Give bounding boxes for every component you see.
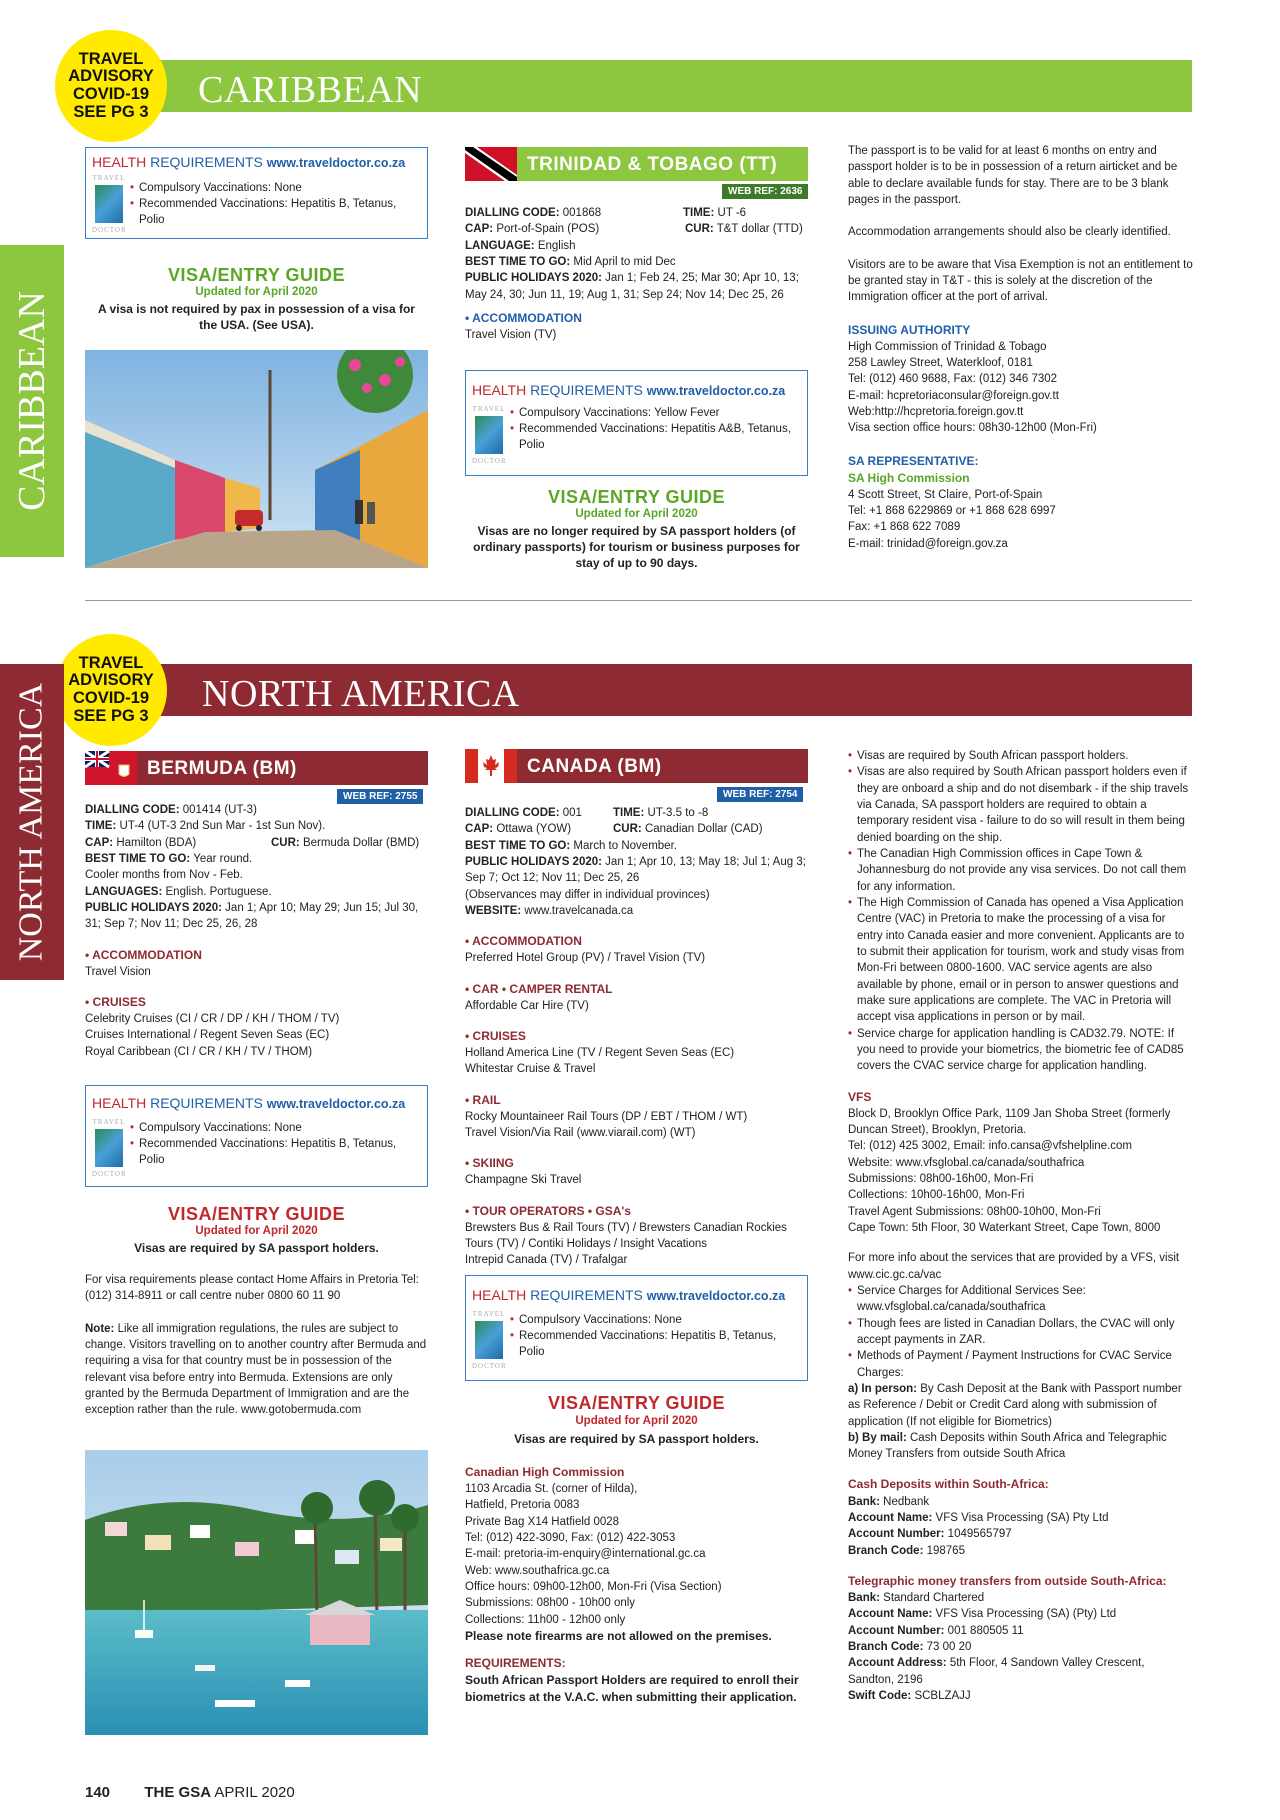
- health-list: [130, 181, 420, 229]
- list-item: • Compulsory Vaccinations: None: [130, 1121, 420, 1137]
- traveldoctor-link[interactable]: www.traveldoctor.co.za: [266, 156, 406, 170]
- canada-right-column: • Visas are required by South African passport holders. • Visas are also required by South African passport holders even if they are onboard a ship and do not disembark - if the ship travels via Canada, SA passport holders are required to obtain a temporary resident visa - failure to do so will result in them being denied boarding on the ship. • The Canadian High Commission offices in Cape Town & Johannesburg do not provide any visa services. Do not call them for any information. • The High Commission of Canada has opened a Visa Application Centre (VAC) in Pretoria to make the processing of a visa for entry into Canada easier and more convenient. Applicants are to to submit their application for tourism, work and study visas from Mon-Fri between 0800-1600. VAC service agents are also available by phone, email or in person to answer questions and make sure applications are complete. The VAC in Pretoria will accept visa applications in person or by mail. • Service charge for application handling is CAD32.79. NOTE: If you need to provide your biometrics, the biometric fee of CAD85 covers the CVAC service charge for application handling. VFS Block D, Brooklyn Office Park, 1109 Jan Shoba Street (formerly Duncan Street), Brooklyn, Pretoria. Tel: (012) 425 3002, Email: info.cansa@vfshelpline.com Website: www.vfsglobal.ca/canada/southafrica Submissions: 08h00-16h00, Mon-Fri Collections: 10h00-16h00, Mon-Fri Travel Agent Submissions: 08h00-10h00, Mon-Fri Cape Town: 5th Floor, 30 Waterkant Street, Cape Town, 8000 For more info about the services that are provided by a VFS, visit www.cic.gc.ca/vac • Service Charges for Additional Services See: www.vfsglobal.ca/canada/southafrica • Though fees are listed in Canadian Dollars, the CVAC will only accept payments in ZAR. • Methods of Payment / Payment Instructions for CVAC Service Charges: a) In person: By Cash Deposit at the Bank with Passport number as Reference / Debit or Credit Card along with submission of application (If not eligible for Biometrics) b) By mail: Cash Deposits within South Africa and Telegraphic Money Transfers from outside South Africa Cash Deposits within South-Africa: Bank: Nedbank Account Name: VFS Visa Processing (SA) Pty Ltd Account Number: 1049565797 Branch Code: 198765 Telegraphic money transfers from outside South-Africa: Bank: Standard Chartered Account Name: VFS Visa Processing (SA) (Pty) Ltd Account Number: 001 880505 11 Branch Code: 73 00 20 Account Address: 5th Floor, 4 Sandown Valley Crescent, Sandton, 2196 Swift Code: SCBLZAJJ: [848, 748, 1193, 1704]
- health-list: [510, 1313, 800, 1361]
- caribbean-visa-title: VISA/ENTRY GUIDE: [167, 265, 346, 285]
- bermuda-health-requirements: [85, 1085, 428, 1187]
- travel-doctor-logo: TRAVEL DOCTOR: [92, 174, 127, 235]
- traveldoctor-link[interactable]: www.traveldoctor.co.za: [646, 1289, 786, 1303]
- badge-line: COVID-19: [72, 85, 150, 103]
- trinidad-visa-text: Visas are no longer required by SA passport holders (of ordinary passports) for tourism or business purposes for stay of up to 90 days.: [473, 524, 800, 571]
- caribbean-street-photo: [85, 350, 428, 568]
- traveldoctor-link[interactable]: www.traveldoctor.co.za: [646, 384, 786, 398]
- list-item: • Recommended Vaccinations: Hepatitis B, Tetanus, Polio: [130, 1137, 420, 1169]
- health-heading: HEALTH REQUIREMENTS www.traveldoctor.co.za: [92, 1095, 406, 1111]
- list-item: • Service Charges for Additional Services See: www.vfsglobal.ca/canada/southafrica: [848, 1283, 1193, 1316]
- badge-line: ADVISORY: [68, 67, 154, 86]
- bermuda-harbour-photo: [85, 1450, 428, 1735]
- caribbean-right-column: The passport is to be valid for at least 6 months on entry and passport holder is to be in possession of a return airticket and be able to declare available funds for stay. There are to be 3 blank pages in the passport. Accommodation arrangements should also be clearly identified. Visitors are to be aware that Visa Exemption is not an entitlement to be granted stay in T&T - this is solely at the discretion of the Immigration officer at the port of arrival. ISSUING AUTHORITY High Commission of Trinidad & Tobago 258 Lawley Street, Waterkloof, 0181 Tel: (012) 460 9688, Fax: (012) 346 7302 E-mail: hcpretoriaconsular@foreign.gov.tt Web:http://hcpretoria.foreign.gov.tt Visa section office hours: 08h30-12h00 (Mon-Fri) SA REPRESENTATIVE: SA High Commission 4 Scott Street, St Claire, Port-of-Spain Tel: +1 868 6229869 or +1 868 628 6997 Fax: +1 868 622 7089 E-mail: trinidad@foreign.gov.za: [848, 145, 1193, 550]
- list-item: • Methods of Payment / Payment Instructions for CVAC Service Charges:: [848, 1348, 1193, 1381]
- canada-facts: DIALLING CODE: 001 TIME: UT-3.5 to -8 CAP: Ottawa (YOW) CUR: Canadian Dollar (CAD) BEST TIME TO GO: March to November. PUBLIC HOLIDAYS 2020: Jan 1; Apr 10, 13; May 18; Jul 1; Aug 3; Sep 7; Oct 12; Nov 11; Dec 25, 26 (Observances may differ in individual provinces) WEBSITE: www.travelcanada.ca • ACCOMMODATION Preferred Hotel Group (PV) / Travel Vision (TV) • CAR • CAMPER RENTAL Affordable Car Hire (TV) • CRUISES Holland America Line (TV / Regent Seven Seas (EC) Whitestar Cruise & Travel • RAIL Rocky Mountaineer Rail Tours (DP / EBT / THOM / WT) Travel Vision/Via Rail (www.viarail.com) (WT) • SKIING Champagne Ski Travel • TOUR OPERATORS • GSA's Brewsters Bus & Rail Tours (TV) / Brewsters Canadian Rockies Tours (TV) / Contiki Holidays / Insight Vacations Intrepid Canada (TV) / Trafalgar: [465, 807, 806, 1267]
- canada-visa-updated: Updated for April 2020: [575, 1415, 698, 1427]
- badge-line: TRAVEL: [78, 49, 144, 68]
- north-america-header-band: [140, 664, 1192, 716]
- publication-name: THE GSA: [144, 1784, 212, 1801]
- north-america-side-label: NORTH AMERICA: [12, 682, 50, 962]
- list-item: • The High Commission of Canada has opened a Visa Application Centre (VAC) in Pretoria to make the processing of a visa for entry into Canada easier and more convenient. Applicants are to to submit their application for tourism, work and study visas from Mon-Fri between 0800-1600. VAC service agents are also available by phone, email or in person to answer questions and make sure applications are complete. The VAC in Pretoria will accept visa applications in person or by mail.: [848, 895, 1193, 1026]
- bermuda-visa-updated: Updated for April 2020: [195, 1225, 318, 1237]
- bermuda-facts: DIALLING CODE: 001414 (UT-3) TIME: UT-4 (UT-3 2nd Sun Mar - 1st Sun Nov). CAP: Hamilton (BDA) CUR: Bermuda Dollar (BMD) BEST TIME TO GO: Year round. Cooler months from Nov - Feb. LANGUAGES: English. Portuguese. PUBLIC HOLIDAYS 2020: Jan 1; Apr 10; May 29; Jun 15; Jul 30, 31; Sep 7; Nov 11; Dec 25, 26, 28 • ACCOMMODATION Travel Vision • CRUISES Celebrity Cruises (CI / CR / DP / KH / THOM / TV) Cruises International / Regent Seven Seas (EC) Royal Caribbean (CI / CR / KH / TV / THOM): [85, 804, 420, 1058]
- trinidad-name: TRINIDAD & TOBAGO (TT): [527, 154, 778, 175]
- health-list: [510, 406, 800, 454]
- caribbean-header-band: [140, 60, 1192, 112]
- list-item: • Visas are also required by South African passport holders even if they are onboard a ship and do not disembark - if the ship travels via Canada, SA passport holders are required to obtain a temporary resident visa - failure to do so will result in them being denied boarding on the ship.: [848, 764, 1193, 846]
- list-item: • The Canadian High Commission offices in Cape Town & Johannesburg do not provide any visa services. Do not call them for any information.: [848, 846, 1193, 895]
- canada-visa-text: Visas are required by SA passport holders.: [514, 1432, 759, 1446]
- trinidad-flag-icon: [465, 147, 517, 181]
- travel-advisory-badge: [55, 634, 167, 746]
- badge-line: SEE PG 3: [73, 102, 149, 121]
- list-item: • Recommended Vaccinations: Hepatitis B, Tetanus, Polio: [130, 197, 420, 229]
- bermuda-notes: For visa requirements please contact Home Affairs in Pretoria Tel: (012) 314-8911 or call centre nuber 0800 60 11 90 Note: Like all immigration regulations, the rules are subject to change. Visitors travelling on to another country after Bermuda and requiring a visa for that country must be in possession of the relevant visa before entry into Bermuda. Extensions are only granted by the Bermuda Department of Immigration and are the exception rather than the rule. www.gotobermuda.com: [85, 1274, 427, 1417]
- canada-health-requirements: [465, 1275, 808, 1381]
- bermuda-visa-text: Visas are required by SA passport holders.: [134, 1241, 379, 1255]
- caribbean-visa-updated: Updated for April 2020: [195, 286, 318, 298]
- list-item: • Compulsory Vaccinations: None: [510, 1313, 800, 1329]
- list-item: • Recommended Vaccinations: Hepatitis A&B, Tetanus, Polio: [510, 422, 800, 454]
- trinidad-visa-title: VISA/ENTRY GUIDE: [547, 487, 726, 507]
- bermuda-visa-title: VISA/ENTRY GUIDE: [167, 1204, 346, 1224]
- travel-advisory-badge: [55, 30, 167, 142]
- caribbean-side-tab: [0, 245, 64, 557]
- travel-doctor-logo: TRAVEL DOCTOR: [92, 1118, 127, 1179]
- canada-webref: WEB REF: 2754: [717, 787, 803, 802]
- list-item: • Compulsory Vaccinations: Yellow Fever: [510, 406, 800, 422]
- trinidad-facts: DIALLING CODE: 001868 TIME: UT -6 CAP: Port-of-Spain (POS) CUR: T&T dollar (TTD) LANGUAGE: English BEST TIME TO GO: Mid April to mid Dec PUBLIC HOLIDAYS 2020: Jan 1; Feb 24, 25; Mar 30; Apr 10, 13; May 24, 30; Jun 11, 19; Aug 1, 31; Sep 24; Nov 14; Dec 25, 26 • ACCOMMODATION Travel Vision (TV): [465, 207, 803, 341]
- trinidad-webref: WEB REF: 2636: [722, 184, 808, 199]
- list-item: • Service charge for application handling is CAD32.79. NOTE: If you need to provide your biometrics, the biometric fee of CAD85 covers the CVAC service charge for application handling.: [848, 1026, 1193, 1075]
- traveldoctor-link[interactable]: www.traveldoctor.co.za: [266, 1097, 406, 1111]
- badge-line: ADVISORY: [68, 671, 154, 690]
- health-heading: HEALTH REQUIREMENTS www.traveldoctor.co.za: [92, 154, 406, 170]
- travel-doctor-logo: TRAVEL DOCTOR: [472, 1310, 507, 1371]
- bermuda-flag-icon: [85, 751, 137, 785]
- trinidad-country-bar: [465, 147, 808, 181]
- bermuda-name: BERMUDA (BM): [147, 758, 297, 779]
- section-divider: [85, 600, 1192, 601]
- list-item: • Though fees are listed in Canadian Dollars, the CVAC will only accept payments in ZAR.: [848, 1316, 1193, 1349]
- health-heading: HEALTH REQUIREMENTS www.traveldoctor.co.za: [472, 382, 786, 398]
- trinidad-visa-updated: Updated for April 2020: [575, 508, 698, 520]
- bermuda-country-bar: [85, 751, 428, 785]
- trinidad-health-requirements: [465, 370, 808, 476]
- bermuda-webref: WEB REF: 2755: [337, 789, 423, 804]
- page-number: 140: [85, 1784, 111, 1801]
- caribbean-title: CARIBBEAN: [198, 69, 423, 111]
- caribbean-visa-text: A visa is not required by pax in possession of a visa for the USA. (See USA).: [98, 302, 415, 333]
- publication-date: APRIL 2020: [211, 1784, 295, 1801]
- badge-line: SEE PG 3: [73, 706, 149, 725]
- list-item: • Recommended Vaccinations: Hepatitis B, Tetanus, Polio: [510, 1329, 800, 1361]
- health-list: [130, 1121, 420, 1169]
- caribbean-side-label: CARIBBEAN: [10, 291, 53, 511]
- north-america-title: NORTH AMERICA: [202, 673, 520, 715]
- canada-name: CANADA (BM): [527, 756, 662, 777]
- list-item: • Visas are required by South African passport holders.: [848, 748, 1193, 764]
- list-item: • Compulsory Vaccinations: None: [130, 181, 420, 197]
- canada-high-commission: Canadian High Commission 1103 Arcadia St. (corner of Hilda), Hatfield, Pretoria 0083 Private Bag X14 Hatfield 0028 Tel: (012) 422-3090, Fax: (012) 422-3053 E-mail: pretoria-im-enquiry@international.gc.ca Web: www.southafrica.gc.ca Office hours: 09h00-12h00, Mon-Fri (Visa Section) Submissions: 08h00 - 10h00 only Collections: 11h00 - 12h00 only Please note firearms are not allowed on the premises. REQUIREMENTS: South African Passport Holders are required to enroll their biometrics at the V.A.C. when submitting their application.: [465, 1465, 799, 1705]
- canada-visa-title: VISA/ENTRY GUIDE: [547, 1393, 726, 1413]
- badge-line: COVID-19: [72, 689, 150, 707]
- canada-website-link[interactable]: www.travelcanada.ca: [521, 904, 634, 917]
- north-america-side-tab: [0, 664, 64, 980]
- badge-line: TRAVEL: [78, 653, 144, 672]
- page-footer: [85, 1783, 295, 1804]
- canada-country-bar: [465, 749, 808, 783]
- canada-flag-icon: [465, 749, 517, 783]
- caribbean-health-requirements: [85, 147, 428, 239]
- travel-doctor-logo: TRAVEL DOCTOR: [472, 405, 507, 466]
- health-heading: HEALTH REQUIREMENTS www.traveldoctor.co.za: [472, 1287, 786, 1303]
